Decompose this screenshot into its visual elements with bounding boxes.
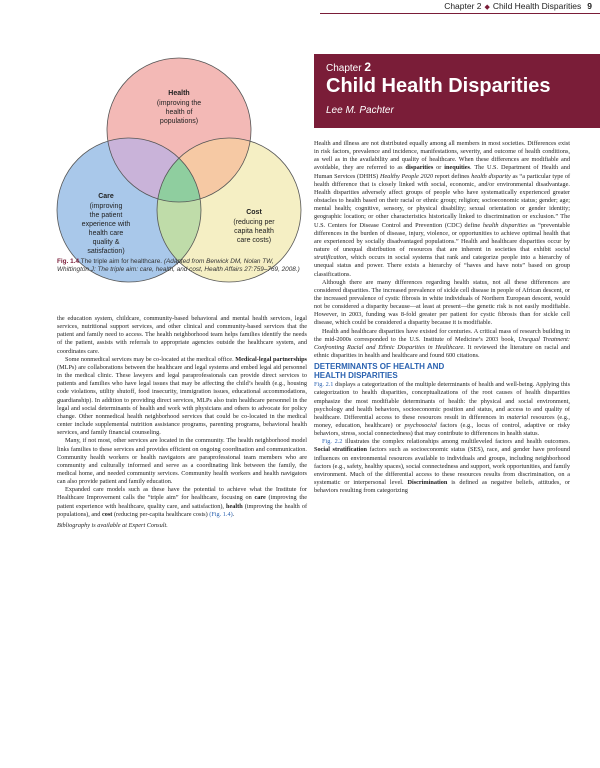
care-desc-2: the patient [89, 212, 123, 219]
term-health-disparity: health disparity [471, 172, 511, 180]
r1-d: as “a particular type of health difference that is closely linked with social, economic, and/or environmental disadvantage. Health disparities adversely affect groups of people who have systematically experienced greater obstacles to health based on their racial or ethnic group; religion; socioeconomic status; gender; age; mental health; cognitive, sensory, or physical disability; sexual orientation or gender identity; geographic location; or other characteristics historically linked to discrimination or exclusion.” The U.S. Centers for Disease Control and Prevention (CDC) define [314, 172, 571, 229]
care-text: (improving the patient experience with healthcare, quality care, and satisfaction), [57, 494, 308, 510]
left-paragraph-3: Many, if not most, other services are located in the community. The health neighborhood model links families to these services and provides efficient on ongoing coordination and communication. Community health workers or health navigators are paraprofessional team members who are community and culturally informed and serve as a coordinating link between the family, the medical home, and needed community services. Community health workers and health navigators can also provide patient and family education. [57, 437, 307, 486]
r5-b: factors such as socioeconomic status (SES), race, and gender have profound influences on environmental resources available to individuals and groups, including neighborhood factors (e.g., safety, healthy spaces), social connectedness and support, work opportunities, and family environment. Much of the differential access to these resources results from discrimination, on a systematic or interpersonal level. [314, 446, 571, 487]
chapter-number: 2 [364, 60, 372, 74]
running-title: Chapter 2 [444, 1, 482, 11]
header-text [444, 1, 592, 11]
mlp-body: (MLPs) are collaborations between the healthcare and legal systems and embed legal aid personnel in the medical clinic. These lawyers and legal paraprofessionals can provide direct services to patients and families who have legal issues that may be affecting the child’s health (e.g., housing code violations, utility shutoff, food insecurity, immigration issues, educational accommodations, guardianship). In addition to providing direct services, MLPs also train healthcare personnel in the legal and social determinants of health and work with physicians and others to advocate for policy change. Other nonmedical health neighborhood services that could be co-located in the medical center include supplemental nutrition assistance programs, parenting programs, behavioral health services, and family financial counseling. [57, 363, 307, 437]
section-heading-line-2: HEALTH DISPARITIES [314, 370, 398, 380]
term-cost: cost [101, 510, 113, 518]
term-health: health [226, 502, 243, 510]
r1-b: . The U.S. Department of Health and Human Services (DHHS) [314, 164, 571, 180]
r4-a: displays a categorization of the multiple determinants of health and well-being. Applying this categorization to health disparities, conceptualizations of the root causes of health disparities emphasize the most modifiable determinants of health: the physical and social environment, psychology and health behaviors, socioeconomic position and status, and access to and quality of healthcare. Differential access to these resources result in differences in [314, 381, 571, 421]
term-care: care [254, 494, 266, 502]
term-discrimination: Discrimination [407, 479, 448, 487]
term-social-stratification: social stratification [314, 246, 571, 262]
cost-label: Cost [246, 209, 262, 216]
term-inequities: inequities [444, 164, 470, 172]
care-desc-5: quality & [92, 239, 120, 246]
mlp-term: Medical-legal partnerships [235, 355, 307, 363]
r1-c: report defines [434, 172, 470, 180]
triple-aim-intro: Expanded care models such as these have the potential to achieve what the Institute for Healthcare Improvement calls the “triple aim” for healthcare, focusing on [57, 486, 307, 502]
term-health-disparities: health disparities [482, 221, 528, 229]
figure-label: Fig. 1.4 [57, 258, 80, 265]
r3-b: . It reviewed the literature on racial and ethnic disparities in health and healthcare and found 600 citations. [314, 343, 570, 360]
term-psychosocial: psychosocial [404, 422, 437, 429]
cost-desc-3: care costs) [236, 237, 272, 244]
care-desc-1: (improving [89, 203, 123, 210]
fig-2-2-link[interactable]: Fig. 2.2 [322, 438, 343, 446]
term-material: material [506, 413, 529, 421]
health-text: (improving the health of populations), and [57, 502, 308, 518]
left-paragraph-4 [57, 486, 307, 519]
right-paragraph-1 [314, 140, 570, 279]
figure-caption [57, 258, 307, 274]
chapter-word: Chapter [326, 63, 362, 74]
r4-b: resources (e.g., money, education, healthcare) or [314, 413, 570, 429]
r5-a: illustrates the complex relationships among multileveled factors and health outcomes. [345, 438, 571, 446]
health-desc-1: (improving the [156, 100, 202, 107]
cost-desc-1: (reducing per [233, 219, 275, 226]
care-desc-3: experience with [81, 221, 131, 228]
healthy-people-title: Healthy People 2020 [379, 172, 434, 180]
r1-a: Health and illness are not distributed equally among all members in most societies. Differences exist in risk factors, prevalence and incidence, manifestations, severity, and outcome of health conditions, as well as in the availability and quality of healthcare. When these differences are modifiable and avoidable, they are referred to as [314, 140, 570, 172]
r3-a: Health and healthcare disparities have existed for centuries. A critical mass of research building in the mid-2000s corresponded to the U.S. Institute of Medicine’s 2003 book, [314, 327, 570, 343]
book-title: Unequal Treatment: Confronting Racial and Ethnic Disparities in Healthcare [314, 335, 570, 351]
chapter-title: Child Health Disparities [326, 75, 551, 97]
fig-2-1-link[interactable]: Fig. 2.1 [314, 381, 334, 389]
r1-f: , which occurs in social systems that rank and categorize people into a hierarchy of unequal status and power. There exists a hierarchy of “haves and have nots” based on group classifications. [314, 254, 570, 278]
running-header [320, 0, 600, 14]
mlp-intro: Some nonmedical services may be co-located at the medical office. [65, 355, 234, 363]
running-subtitle: Child Health Disparities [492, 1, 582, 11]
r1-e: as “preventable differences in the burden of disease, injury, violence, or opportunities to achieve optimal health that are experienced by socially disadvantaged populations.” Health and healthcare disparities occur by nature of unequal distribution of resources that are inherent in societies that exhibit [314, 221, 571, 254]
health-label: Health [168, 90, 190, 97]
figure-title: The triple aim for healthcare. [80, 258, 163, 265]
bibliography-note: Bibliography is available at Expert Consult. [57, 521, 168, 529]
care-desc-6: satisfaction) [87, 248, 125, 255]
care-desc-4: health care [88, 230, 124, 237]
cost-desc-2: capita health [234, 228, 274, 235]
r1-or: or [436, 164, 442, 172]
sentence-end: . [232, 510, 235, 518]
left-paragraph-2 [57, 356, 307, 438]
chapter-label [326, 60, 371, 74]
left-paragraph-1: the education system, childcare, community-based behavioral and mental health services, legal services, nutritional support services, and other clinical and community-based services that the patient and family need to access. The health neighborhood team helps families identify the needs of the patient, assists with referrals to appropriate agencies outside the healthcare system, and coordinates care. [57, 315, 307, 355]
term-social-stratification-bold: Social stratification [314, 446, 367, 454]
left-column [57, 315, 307, 530]
section-heading-line-1: DETERMINANTS OF HEALTH AND [314, 362, 445, 372]
fig-1-4-link[interactable]: (Fig. 1.4) [209, 510, 233, 518]
chapter-title-box [314, 54, 600, 128]
chapter-author: Lee M. Pachter [326, 105, 394, 116]
cost-text: (reducing per-capita healthcare costs) [113, 510, 208, 518]
right-paragraph-4 [314, 381, 570, 438]
figure-source: (Adapted from Berwick DM, Nolan TW, Whittington J: The triple aim: care, health, and cost, Health Affairs 27:759–769, 2008.) [57, 258, 300, 273]
health-desc-3: populations) [159, 118, 199, 125]
health-desc-2: health of [165, 109, 193, 116]
care-label: Care [98, 193, 114, 200]
term-disparities: disparities [405, 164, 434, 172]
right-column [314, 140, 570, 495]
section-heading [314, 363, 570, 380]
r5-c: is defined as negative beliefs, attitudes, or behaviors resulting from categorizing [314, 479, 571, 495]
r4-c: factors (e.g., locus of control, adaptive or risky behaviors, stress, social connectedness) that may contribute to differences in health status. [314, 422, 570, 438]
right-paragraph-3 [314, 328, 570, 361]
page-number: 9 [587, 1, 592, 11]
diamond-icon: ◆ [484, 4, 490, 11]
header-rule [320, 13, 600, 14]
right-paragraph-5 [314, 438, 570, 495]
right-paragraph-2: Although there are many differences regarding health status, not all these differences are considered disparities. The increased prevalence of sickle cell disease in people of African descent, or the increased prevalence of cystic fibrosis in white individuals of Northern European descent, would not be considered a disparity because—at least at present—the genetic risk is not easily modifiable. However, in 2003, funding was 8-fold greater per patient for cystic fibrosis than for sickle cell disease, which could be considered a disparity because it is modifiable. [314, 278, 570, 327]
